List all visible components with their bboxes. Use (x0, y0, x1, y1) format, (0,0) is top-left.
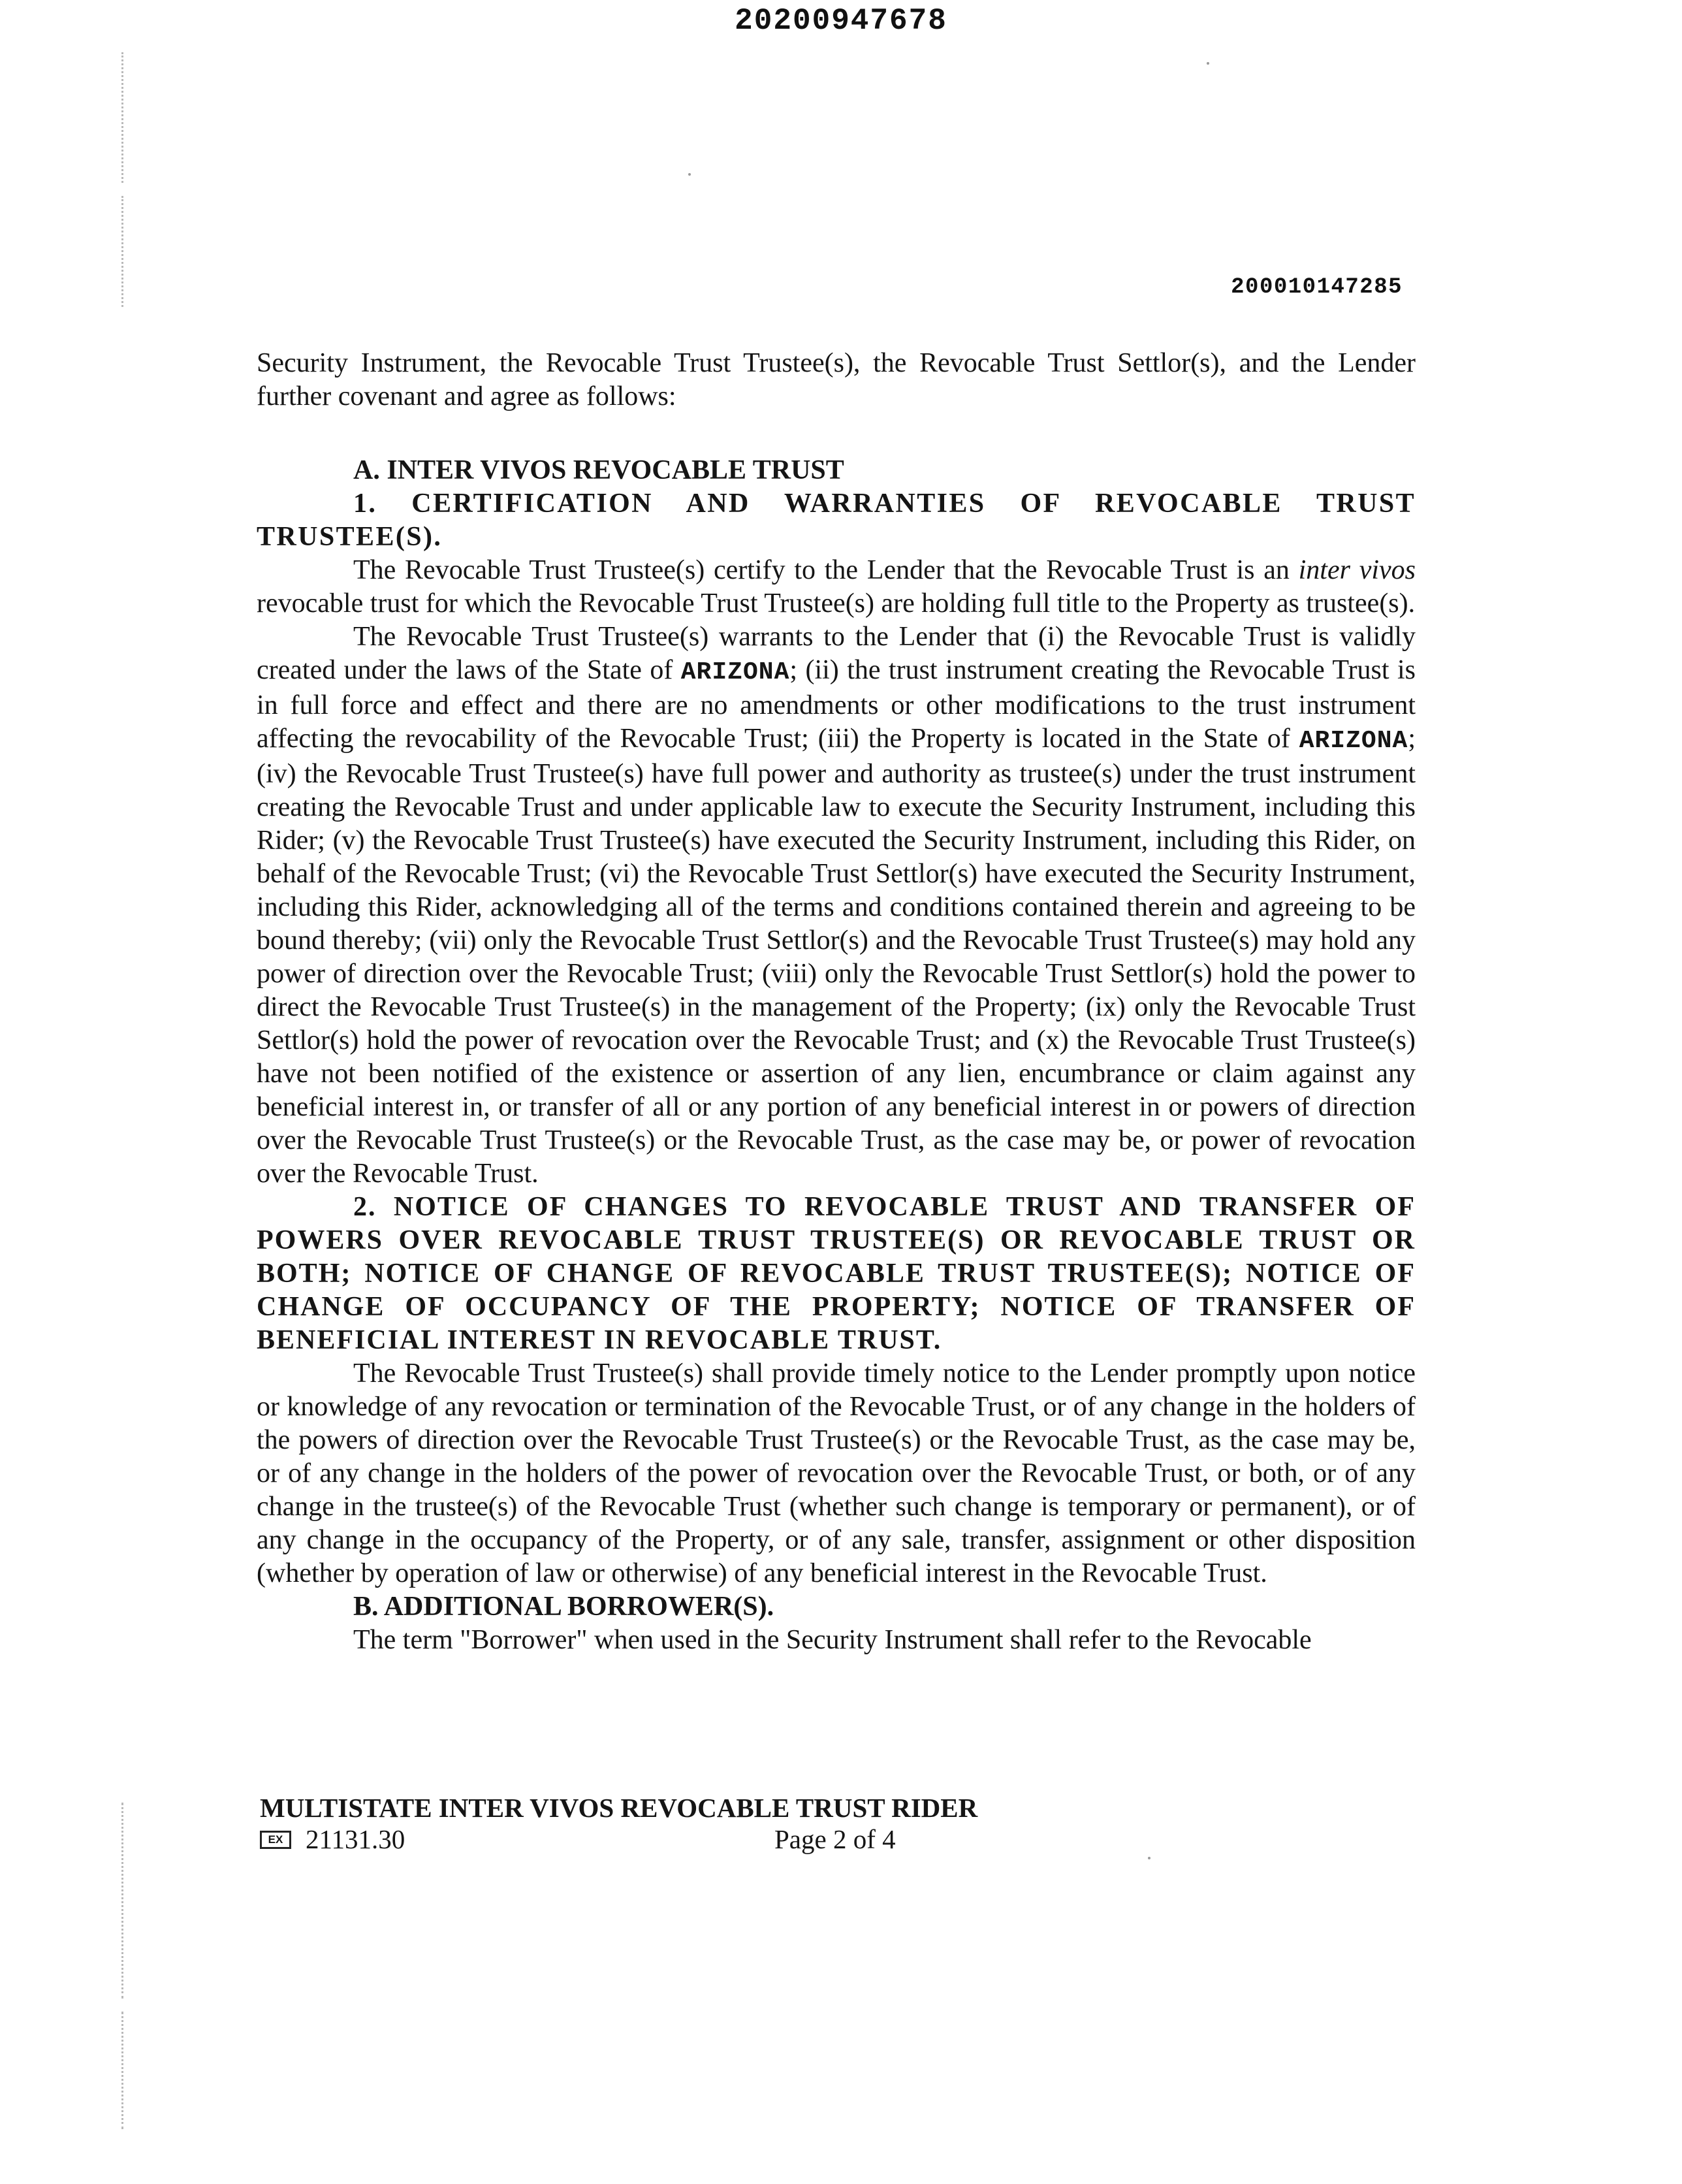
item1-heading: 1. CERTIFICATION AND WARRANTIES OF REVOCABLE TRUST TRUSTEE(S). (257, 489, 1416, 552)
state-name: ARIZONA (680, 658, 790, 686)
document-body (257, 347, 1416, 1657)
scan-margin-dots (121, 2012, 126, 2129)
scan-margin-dots (121, 52, 126, 183)
section-a-heading: A. INTER VIVOS REVOCABLE TRUST (353, 455, 844, 485)
item1-paragraph1 (257, 554, 1416, 620)
scan-margin-dots (121, 196, 126, 307)
scan-margin-dots (121, 1803, 126, 1999)
scan-speck (1148, 1857, 1150, 1859)
footer-row (260, 1823, 1239, 1855)
item2-paragraph: The Revocable Trust Trustee(s) shall provide timely notice to the Lender promptly upon notice or knowledge of any revocation or termination of the Revocable Trust, or of any change in the holders of the powers of direction over the Revocable Trust Trustee(s) or the Revocable Trust, as the case may be, or of any change in the holders of the power of revocation over the Revocable Trust, or both, or of any change in the trustee(s) of the Revocable Trust (whether such change is temporary or permanent), or of any change in the occupancy of the Property, or of any sale, transfer, assignment or other disposition (whether by operation of law or otherwise) of any beneficial interest in the Revocable Trust. (257, 1358, 1416, 1588)
footer-title: MULTISTATE INTER VIVOS REVOCABLE TRUST RIDER (260, 1793, 978, 1823)
intro-paragraph: Security Instrument, the Revocable Trust Trustee(s), the Revocable Trust Settlor(s), and the Lender further covenant and agree as follows: (257, 348, 1416, 411)
item1-p2-part2: ; (ii) the trust instrument creating the Revocable Trust is in full force and effect and there are no amendments or other modifications to the trust instrument affecting the revocability of the Revocable Trust; (iii) the Property is located in the State of (257, 655, 1416, 754)
item2-heading: 2. NOTICE OF CHANGES TO REVOCABLE TRUST AND TRANSFER OF POWERS OVER REVOCABLE TRUST TRUSTEE(S) OR REVOCABLE TRUST OR BOTH; NOTICE OF CHANGE OF REVOCABLE TRUST TRUSTEE(S); NOTICE OF CHANGE OF OCCUPANCY OF THE PROPERTY; NOTICE OF TRANSFER OF BENEFICIAL INTEREST IN REVOCABLE TRUST. (257, 1192, 1416, 1355)
form-number: 21131.30 (306, 1824, 405, 1854)
state-name: ARIZONA (1299, 727, 1408, 755)
section-b-heading: B. ADDITIONAL BORROWER(S). (353, 1592, 774, 1622)
item1-p2-part1: The Revocable Trust Trustee(s) warrants to the Lender that (i) the Revocable Trust is validly created under the laws of the State of (257, 622, 1416, 685)
item1-paragraph2 (257, 620, 1416, 1191)
item1-p2-part3: ; (iv) the Revocable Trust Trustee(s) have full power and authority as trustee(s) under the trust instrument creating the Revocable Trust and under applicable law to execute the Security Instrument, including this Rider; (v) the Revocable Trust Trustee(s) have executed the Security Instrument, including this Rider, on behalf of the Revocable Trust; (vi) the Revocable Trust Settlor(s) have executed the Security Instrument, including this Rider, acknowledging all of the terms and conditions contained therein and agreeing to be bound thereby; (vii) only the Revocable Trust Settlor(s) and the Revocable Trust Trustee(s) may hold any power of direction over the Revocable Trust; (viii) only the Revocable Trust Settlor(s) hold the power to direct the Revocable Trust Trustee(s) in the management of the Property; (ix) only the Revocable Trust Settlor(s) hold the power of revocation over the Revocable Trust; and (x) the Revocable Trust Trustee(s) have not been notified of the existence or assertion of any lien, encumbrance or claim against any beneficial interest in, or transfer of all or any portion of any beneficial interest in or powers of direction over the Revocable Trust Trustee(s) or the Revocable Trust, as the case may be, or power of revocation over the Revocable Trust. (257, 724, 1416, 1189)
item1-p1-before: The Revocable Trust Trustee(s) certify to the Lender that the Revocable Trust is an (353, 555, 1299, 585)
scan-speck (1207, 62, 1209, 65)
document-number: 20200947678 (735, 4, 947, 38)
page-indicator: Page 2 of 4 (774, 1824, 896, 1854)
item1-p1-italic: inter vivos (1298, 555, 1416, 585)
recording-number: 200010147285 (1231, 275, 1403, 300)
item1-p1-after: revocable trust for which the Revocable Trust Trustee(s) are holding full title to the Property as trustee(s). (257, 588, 1416, 618)
section-b-paragraph: The term "Borrower" when used in the Security Instrument shall refer to the Revocable (353, 1625, 1312, 1655)
form-icon: EX (260, 1831, 291, 1849)
scan-speck (688, 173, 691, 176)
page-footer (260, 1792, 1239, 1855)
